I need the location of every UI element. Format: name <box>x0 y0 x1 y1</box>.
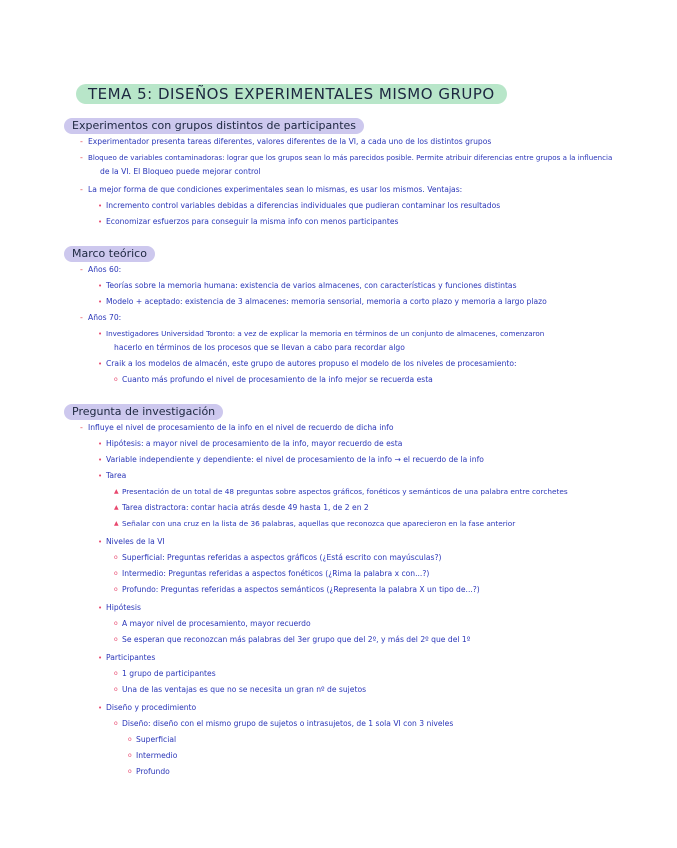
note-line: Modelo + aceptado: existencia de 3 almacenes: memoria sensorial, memoria a corto plazo y memoria a largo plazo <box>106 297 547 306</box>
note-line: Intermedio: Preguntas referidas a aspectos fonéticos (¿Rima la palabra x con...?) <box>122 569 430 578</box>
dash-marker: - <box>80 423 83 432</box>
note-line: Una de las ventajas es que no se necesita un gran nº de sujetos <box>122 685 367 694</box>
note-line: Influye el nivel de procesamiento de la info en el nivel de recuerdo de dicha info <box>88 423 394 432</box>
note-line: Años 60: <box>88 265 122 274</box>
note-line: 1 grupo de participantes <box>122 669 216 678</box>
ring-marker: o <box>128 768 132 775</box>
bullet-marker: • <box>98 538 103 546</box>
note-line: Craik a los modelos de almacén, este grupo de autores propuso el modelo de los niveles de procesamiento: <box>106 359 517 368</box>
sub-marker: ▲ <box>114 488 119 495</box>
bullet-marker: • <box>98 604 103 612</box>
ring-marker: o <box>114 620 118 627</box>
note-line: Investigadores Universidad Toronto: a vez de explicar la memoria en términos de un conjunto de almacenes, comenzaron <box>106 329 545 338</box>
bullet-marker: • <box>98 202 103 210</box>
dash-marker: - <box>80 265 83 274</box>
note-line: hacerlo en términos de los procesos que se llevan a cabo para recordar algo <box>114 343 405 352</box>
ring-marker: o <box>114 686 118 693</box>
note-line: Se esperan que reconozcan más palabras del 3er grupo que del 2º, y más del 2º que del 1º <box>122 635 471 644</box>
note-line: Incremento control variables debidas a diferencias individuales que pudieran contaminar los resultados <box>106 201 501 210</box>
note-line: Teorías sobre la memoria humana: existencia de varios almacenes, con características y funciones distintas <box>106 281 517 290</box>
bullet-marker: • <box>98 440 103 448</box>
note-line: Profundo <box>136 767 170 776</box>
section-heading-experiments: Experimentos con grupos distintos de participantes <box>64 118 364 134</box>
ring-marker: o <box>128 736 132 743</box>
note-line: A mayor nivel de procesamiento, mayor recuerdo <box>122 619 311 628</box>
ring-marker: o <box>114 720 118 727</box>
note-line: Cuanto más profundo el nivel de procesamiento de la info mejor se recuerda esta <box>122 375 433 384</box>
bullet-marker: • <box>98 360 103 368</box>
note-line: Hipótesis: a mayor nivel de procesamiento de la info, mayor recuerdo de esta <box>106 439 403 448</box>
dash-marker: - <box>80 137 83 146</box>
note-line: Profundo: Preguntas referidas a aspectos semánticos (¿Representa la palabra X un tipo de...?) <box>122 585 480 594</box>
note-line: Tarea <box>106 471 127 480</box>
note-line: Tarea distractora: contar hacia atrás desde 49 hasta 1, de 2 en 2 <box>122 503 369 512</box>
page-title: TEMA 5: DISEÑOS EXPERIMENTALES MISMO GRUPO <box>76 84 507 104</box>
note-line: Intermedio <box>136 751 178 760</box>
note-line: Niveles de la VI <box>106 537 165 546</box>
note-line: Hipótesis <box>106 603 141 612</box>
bullet-marker: • <box>98 654 103 662</box>
dash-marker: - <box>80 153 83 162</box>
bullet-marker: • <box>98 298 103 306</box>
note-line: Diseño: diseño con el mismo grupo de sujetos o intrasujetos, de 1 sola VI con 3 niveles <box>122 719 454 728</box>
ring-marker: o <box>114 586 118 593</box>
note-line: Presentación de un total de 48 preguntas sobre aspectos gráficos, fonéticos y semánticos de una palabra entre corchetes <box>122 487 568 496</box>
bullet-marker: • <box>98 704 103 712</box>
note-line: Señalar con una cruz en la lista de 36 palabras, aquellas que reconozca que aparecieron en la fase anterior <box>122 519 516 528</box>
bullet-marker: • <box>98 330 103 338</box>
bullet-marker: • <box>98 282 103 290</box>
bullet-marker: • <box>98 218 103 226</box>
bullet-marker: • <box>98 456 103 464</box>
dash-marker: - <box>80 185 83 194</box>
section-heading-research-question: Pregunta de investigación <box>64 404 223 420</box>
ring-marker: o <box>114 376 118 383</box>
sub-marker: ▲ <box>114 520 119 527</box>
dash-marker: - <box>80 313 83 322</box>
note-line: Experimentador presenta tareas diferentes, valores diferentes de la VI, a cada uno de los distintos grupos <box>88 137 492 146</box>
note-line: Diseño y procedimiento <box>106 703 197 712</box>
note-line: Variable independiente y dependiente: el nivel de procesamiento de la info → el recuerdo de la info <box>106 455 484 464</box>
ring-marker: o <box>114 570 118 577</box>
note-line: de la VI. El Bloqueo puede mejorar control <box>100 167 261 176</box>
ring-marker: o <box>128 752 132 759</box>
ring-marker: o <box>114 554 118 561</box>
note-line: Años 70: <box>88 313 122 322</box>
note-line: La mejor forma de que condiciones experimentales sean lo mismas, es usar los mismos. Ventajas: <box>88 185 463 194</box>
section-heading-theory: Marco teórico <box>64 246 155 262</box>
note-line: Participantes <box>106 653 156 662</box>
note-line: Economizar esfuerzos para conseguir la misma info con menos participantes <box>106 217 399 226</box>
sub-marker: ▲ <box>114 504 119 511</box>
note-line: Superficial <box>136 735 177 744</box>
bullet-marker: • <box>98 472 103 480</box>
note-line: Superficial: Preguntas referidas a aspectos gráficos (¿Está escrito con mayúsculas?) <box>122 553 442 562</box>
note-line: Bloqueo de variables contaminadoras: lograr que los grupos sean lo más parecidos posible. Permite atribuir diferencias entre grupos a la influencia <box>88 153 613 162</box>
ring-marker: o <box>114 670 118 677</box>
ring-marker: o <box>114 636 118 643</box>
